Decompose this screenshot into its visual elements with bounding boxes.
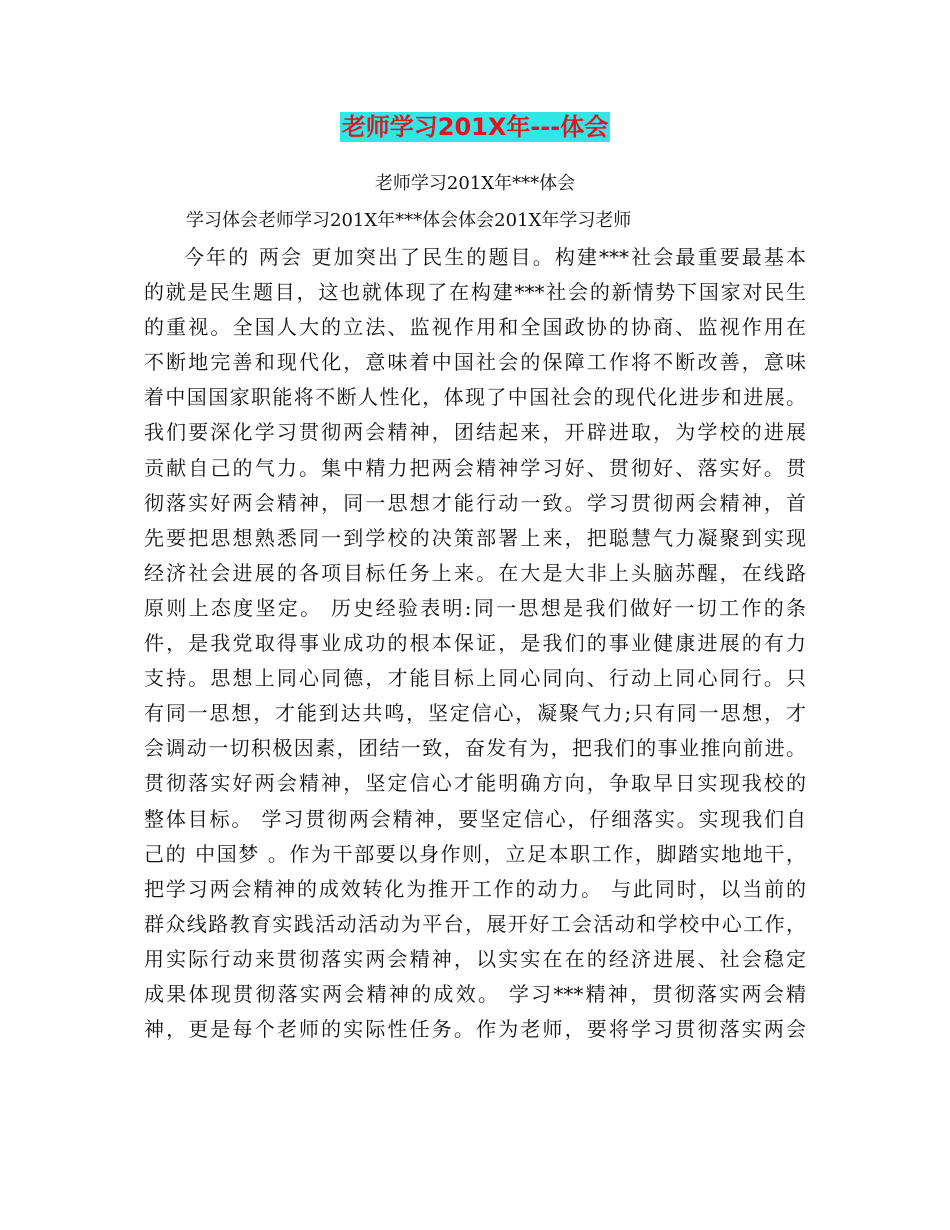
body-line: 经济社会进展的各项目标任务上来。在大是大非上头脑苏醒，在线路: [144, 560, 806, 585]
body-line: 会调动一切积极因素，团结一致，奋发有为，把我们的事业推向前进。: [144, 736, 806, 761]
body-line: 支持。思想上同心同德，才能目标上同心同向、行动上同心同行。只: [144, 666, 806, 691]
body-line: 件，是我党取得事业成功的根本保证，是我们的事业健康进展的有力: [144, 631, 806, 656]
body-line: 整体目标。 学习贯彻两会精神，要坚定信心，仔细落实。实现我们自: [144, 806, 806, 831]
body-line: 着中国国家职能将不断人性化，体现了中国社会的现代化进步和进展。: [144, 385, 806, 410]
body-line: 不断地完善和现代化，意味着中国社会的保障工作将不断改善，意味: [144, 350, 806, 375]
title-wrapper: [0, 112, 950, 142]
body-line: 群众线路教育实践活动活动为平台，展开好工会活动和学校中心工作，: [144, 911, 806, 936]
body-line: 贯彻落实好两会精神，坚定信心才能明确方向，争取早日实现我校的: [144, 771, 806, 796]
document-keywords: 学习体会老师学习201X年***体会体会201X年学习老师: [186, 210, 632, 231]
body-line: 原则上态度坚定。 历史经验表明:同一思想是我们做好一切工作的条: [144, 595, 806, 620]
body-line: 彻落实好两会精神，同一思想才能行动一致。学习贯彻两会精神，首: [144, 490, 806, 515]
body-line: 先要把思想熟悉同一到学校的决策部署上来，把聪慧气力凝聚到实现: [144, 525, 806, 550]
body-line: 有同一思想，才能到达共鸣，坚定信心，凝聚气力;只有同一思想，才: [144, 701, 806, 726]
body-line: 我们要深化学习贯彻两会精神，团结起来，开辟进取，为学校的进展: [144, 420, 806, 445]
body-line: 把学习两会精神的成效转化为推开工作的动力。 与此同时，以当前的: [144, 876, 806, 901]
body-line: 今年的 两会 更加突出了民生的题目。构建***社会最重要最基本: [184, 245, 806, 269]
body-line: 的就是民生题目，这也就体现了在构建***社会的新情势下国家对民生: [144, 280, 806, 305]
body-line: 用实际行动来贯彻落实两会精神，以实实在在的经济进展、社会稳定: [144, 946, 806, 971]
body-line: 贡献自己的气力。集中精力把两会精神学习好、贯彻好、落实好。贯: [144, 455, 806, 480]
body-text: [144, 240, 806, 1200]
document-subtitle: 老师学习201X年***体会: [374, 173, 576, 194]
body-line: 的重视。全国人大的立法、监视作用和全国政协的协商、监视作用在: [144, 315, 806, 340]
body-line: 己的 中国梦 。作为干部要以身作则，立足本职工作，脚踏实地地干，: [144, 841, 806, 866]
body-line: 神，更是每个老师的实际性任务。作为老师，要将学习贯彻落实两会: [144, 1017, 806, 1042]
body-line: 成果体现贯彻落实两会精神的成效。 学习***精神，贯彻落实两会精: [144, 981, 806, 1006]
document-title: 老师学习201X年---体会: [341, 113, 609, 141]
